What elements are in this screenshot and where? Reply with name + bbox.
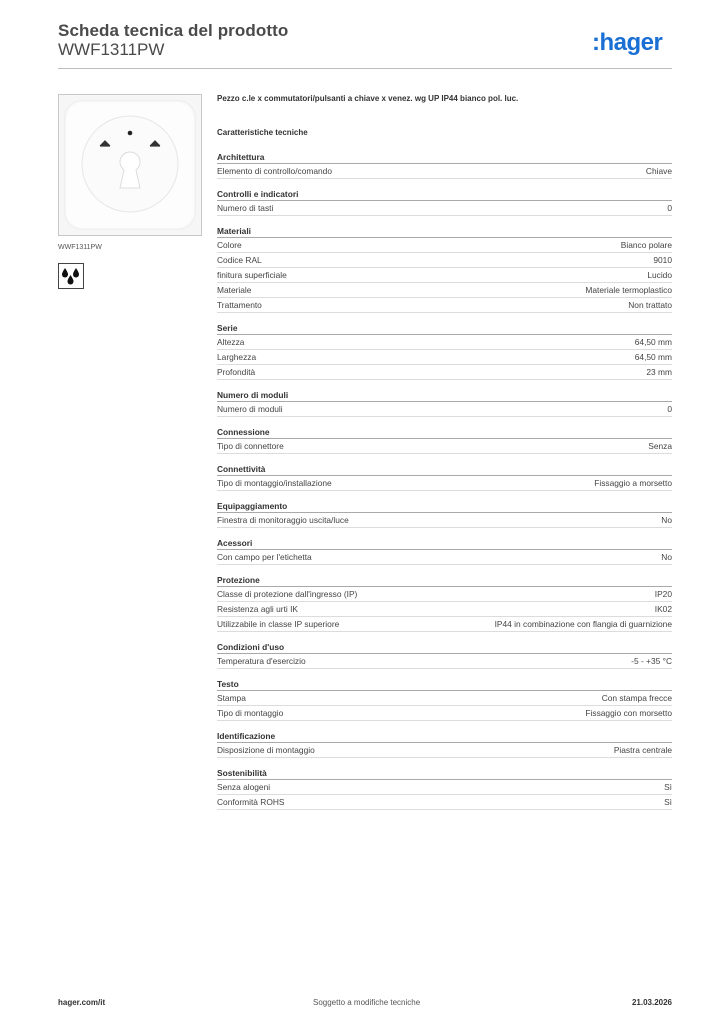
- spec-group: [217, 427, 672, 454]
- spec-group-title: Architettura: [217, 152, 672, 164]
- product-code: WWF1311PW: [58, 40, 165, 59]
- spec-row: [217, 795, 672, 810]
- spec-row: [217, 654, 672, 669]
- spec-group: [217, 642, 672, 669]
- spec-label: Elemento di controllo/comando: [217, 166, 332, 176]
- spec-label: Colore: [217, 240, 242, 250]
- spec-value: 23 mm: [646, 367, 672, 377]
- spec-row: [217, 602, 672, 617]
- spec-label: Numero di tasti: [217, 203, 274, 213]
- footer-note: Soggetto a modifiche tecniche: [313, 998, 421, 1007]
- spec-label: Tipo di connettore: [217, 441, 284, 451]
- spec-value: Fissaggio con morsetto: [585, 708, 672, 718]
- spec-row: [217, 513, 672, 528]
- spec-group-title: Numero di moduli: [217, 390, 672, 402]
- spec-label: Materiale: [217, 285, 252, 295]
- spec-group-title: Protezione: [217, 575, 672, 587]
- spec-value: 0: [667, 404, 672, 414]
- spec-value: Sì: [664, 782, 672, 792]
- spec-group: [217, 575, 672, 632]
- spec-row: [217, 268, 672, 283]
- spec-row: [217, 164, 672, 179]
- spec-label: Trattamento: [217, 300, 262, 310]
- spec-label: Disposizione di montaggio: [217, 745, 315, 755]
- product-image: [58, 94, 202, 236]
- product-description: Pezzo c.le x commutatori/pulsanti a chiave x venez. wg UP IP44 bianco pol. luc.: [217, 94, 519, 103]
- spec-group-title: Condizioni d'uso: [217, 642, 672, 654]
- spec-row: [217, 587, 672, 602]
- spec-group: [217, 323, 672, 380]
- spec-label: Temperatura d'esercizio: [217, 656, 306, 666]
- spec-label: Conformità ROHS: [217, 797, 285, 807]
- spec-label: Finestra di monitoraggio uscita/luce: [217, 515, 349, 525]
- spec-value: No: [661, 515, 672, 525]
- spec-value: IP20: [654, 589, 672, 599]
- spec-groups: [217, 152, 672, 810]
- key-switch-plate-icon: [64, 100, 196, 230]
- spec-group: [217, 768, 672, 810]
- image-caption: WWF1311PW: [58, 244, 102, 251]
- spec-value: Bianco polare: [620, 240, 672, 250]
- spec-label: Stampa: [217, 693, 246, 703]
- spec-row: [217, 706, 672, 721]
- spec-group: [217, 464, 672, 491]
- spec-value: 9010: [653, 255, 672, 265]
- spec-row: [217, 476, 672, 491]
- spec-value: Materiale termoplastico: [585, 285, 672, 295]
- spec-value: No: [661, 552, 672, 562]
- spec-label: Tipo di montaggio/installazione: [217, 478, 332, 488]
- spec-group: [217, 189, 672, 216]
- spec-label: Larghezza: [217, 352, 257, 362]
- spec-value: 64,50 mm: [634, 352, 672, 362]
- spec-row: [217, 402, 672, 417]
- spec-group: [217, 538, 672, 565]
- cover-plate: [64, 100, 196, 230]
- spec-value: Non trattato: [628, 300, 672, 310]
- spec-label: finitura superficiale: [217, 270, 287, 280]
- footer-website[interactable]: hager.com/it: [58, 998, 106, 1007]
- spec-label: Classe di protezione dall'ingresso (IP): [217, 589, 358, 599]
- spec-value: Sì: [664, 797, 672, 807]
- spec-value: Lucido: [647, 270, 672, 280]
- spec-value: -5 - +35 °C: [631, 656, 672, 666]
- spec-value: Senza: [648, 441, 672, 451]
- spec-value: Fissaggio a morsetto: [594, 478, 672, 488]
- spec-label: Senza alogeni: [217, 782, 271, 792]
- water-drops-icon: [58, 263, 84, 289]
- spec-row: [217, 617, 672, 632]
- spec-group-title: Connettività: [217, 464, 672, 476]
- spec-row: [217, 743, 672, 758]
- spec-row: [217, 298, 672, 313]
- spec-row: [217, 201, 672, 216]
- spec-label: Resistenza agli urti IK: [217, 604, 298, 614]
- spec-value: Piastra centrale: [613, 745, 672, 755]
- spec-value: IP44 in combinazione con flangia di guarnizione: [494, 619, 672, 629]
- spec-group: [217, 679, 672, 721]
- spec-label: Numero di moduli: [217, 404, 283, 414]
- spec-group: [217, 390, 672, 417]
- spec-row: [217, 439, 672, 454]
- section-title: Caratteristiche tecniche: [217, 128, 308, 137]
- spec-value: 64,50 mm: [634, 337, 672, 347]
- spec-group: [217, 226, 672, 313]
- spec-row: [217, 691, 672, 706]
- spec-group-title: Controlli e indicatori: [217, 189, 672, 201]
- spec-group-title: Testo: [217, 679, 672, 691]
- spec-row: [217, 283, 672, 298]
- spec-row: [217, 550, 672, 565]
- hager-logo: :hager: [592, 29, 663, 56]
- spec-value: Con stampa frecce: [601, 693, 672, 703]
- spec-row: [217, 350, 672, 365]
- spec-content: [217, 94, 672, 810]
- spec-label: Profondità: [217, 367, 256, 377]
- footer-date: 21.03.2026: [631, 998, 672, 1007]
- spec-value: Chiave: [645, 166, 672, 176]
- spec-row: [217, 335, 672, 350]
- spec-row: [217, 253, 672, 268]
- spec-group-title: Connessione: [217, 427, 672, 439]
- spec-group: [217, 731, 672, 758]
- spec-group-title: Identificazione: [217, 731, 672, 743]
- spec-group-title: Materiali: [217, 226, 672, 238]
- spec-label: Con campo per l'etichetta: [217, 552, 312, 562]
- spec-label: Codice RAL: [217, 255, 262, 265]
- spec-group-title: Sostenibilità: [217, 768, 672, 780]
- spec-group: [217, 152, 672, 179]
- spec-label: Utilizzabile in classe IP superiore: [217, 619, 340, 629]
- spec-value: IK02: [654, 604, 672, 614]
- spec-label: Altezza: [217, 337, 245, 347]
- spec-group: [217, 501, 672, 528]
- spec-value: 0: [667, 203, 672, 213]
- header-divider: [58, 68, 672, 69]
- spec-group-title: Equipaggiamento: [217, 501, 672, 513]
- spec-group-title: Acessori: [217, 538, 672, 550]
- spec-row: [217, 365, 672, 380]
- spec-row: [217, 238, 672, 253]
- page-title: Scheda tecnica del prodotto: [58, 21, 289, 40]
- spec-label: Tipo di montaggio: [217, 708, 284, 718]
- spec-group-title: Serie: [217, 323, 672, 335]
- spec-row: [217, 780, 672, 795]
